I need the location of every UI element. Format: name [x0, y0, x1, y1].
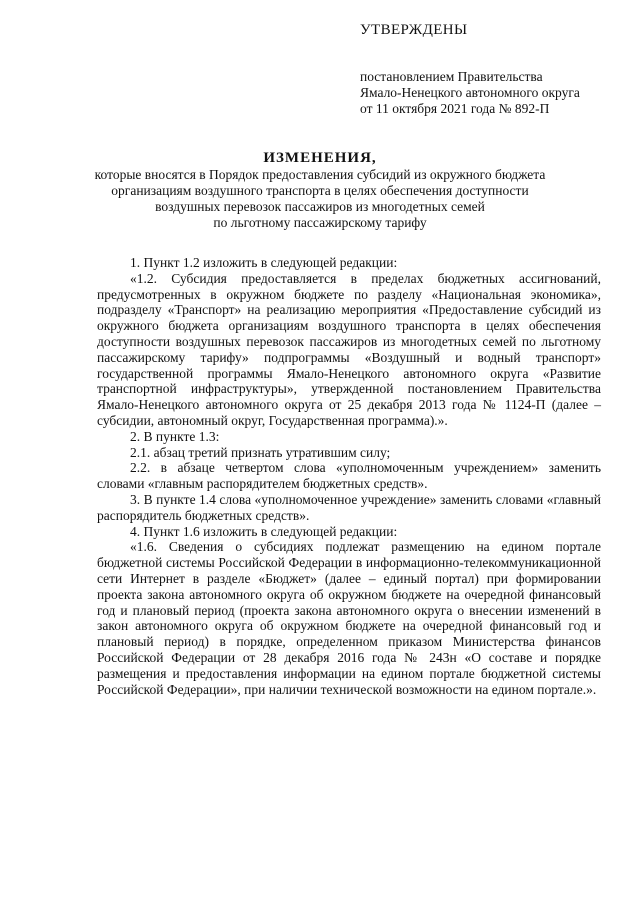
title-sub-line: по льготному пассажирскому тарифу — [213, 215, 427, 230]
approval-line: от 11 октября 2021 года № 892-П — [360, 101, 550, 116]
body-paragraph: 3. В пункте 1.4 слова «уполномоченное учреждение» заменить словами «главный распорядитель бюджетных средств». — [97, 491, 601, 523]
body-paragraph: 4. Пункт 1.6 изложить в следующей редакции: — [130, 523, 398, 539]
body-paragraph: 2.1. абзац третий признать утратившим силу; — [130, 444, 391, 460]
title-main: ИЗМЕНЕНИЯ, — [263, 150, 377, 166]
body-paragraph: 2.2. в абзаце четвертом слова «уполномоченным учреждением» заменить словами «главным распорядителем бюджетных средств». — [97, 460, 601, 492]
title-sub-line: которые вносятся в Порядок предоставления субсидий из окружного бюджета — [94, 167, 546, 182]
body-paragraph: «1.6. Сведения о субсидиях подлежат размещению на едином портале бюджетной системы Российской Федерации в информационно-телекоммуникационной сети Интернет в разделе «Бюджет» (далее – единый портал) при формировании проекта закона автономного округа об окружном бюджете на очередной финансовый год и плановый период (проекта закона автономного округа о внесении изменений в закон автономного округа об окружном бюджете на очередной финансовый год и плановый период) в порядке, определенном приказом Министерства финансов Российской Федерации от 28 декабря 2016 года № 243н «О составе и порядке размещения и предоставления информации на едином портале бюджетной системы Российской Федерации», при наличии технической возможности на едином портале.». — [97, 539, 601, 697]
approval-heading: УТВЕРЖДЕНЫ — [360, 22, 468, 38]
body-paragraph: 1. Пункт 1.2 изложить в следующей редакции: — [130, 255, 398, 270]
body-paragraph: «1.2. Субсидия предоставляется в пределах бюджетных ассигнований, предусмотренных в окружном бюджете по разделу «Национальная экономика», подразделу «Транспорт» на реализацию мероприятия «Предоставление субсидий из окружного бюджета организациям воздушного транспорта в целях обеспечения доступности воздушных перевозок пассажиров из многодетных семей по льготному пассажирскому тарифу» подпрограммы «Воздушный и водный транспорт» государственной программы Ямало-Ненецкого автономного округа «Развитие транспортной инфраструктуры», утвержденной постановлением Правительства Ямало-Ненецкого автономного округа от 25 декабря 2013 года № 1124-П (далее – субсидии, автономный округ, Государственная программа).». — [97, 270, 601, 428]
document-title — [80, 150, 560, 231]
document-body — [97, 255, 601, 697]
approval-line: постановлением Правительства — [360, 69, 543, 84]
title-sub-line: воздушных перевозок пассажиров из многодетных семей — [155, 199, 485, 214]
approval-stamp — [360, 22, 630, 117]
approval-line: Ямало-Ненецкого автономного округа — [360, 85, 580, 100]
title-sub-line: организациям воздушного транспорта в целях обеспечения доступности — [111, 183, 529, 198]
body-paragraph: 2. В пункте 1.3: — [130, 428, 220, 444]
